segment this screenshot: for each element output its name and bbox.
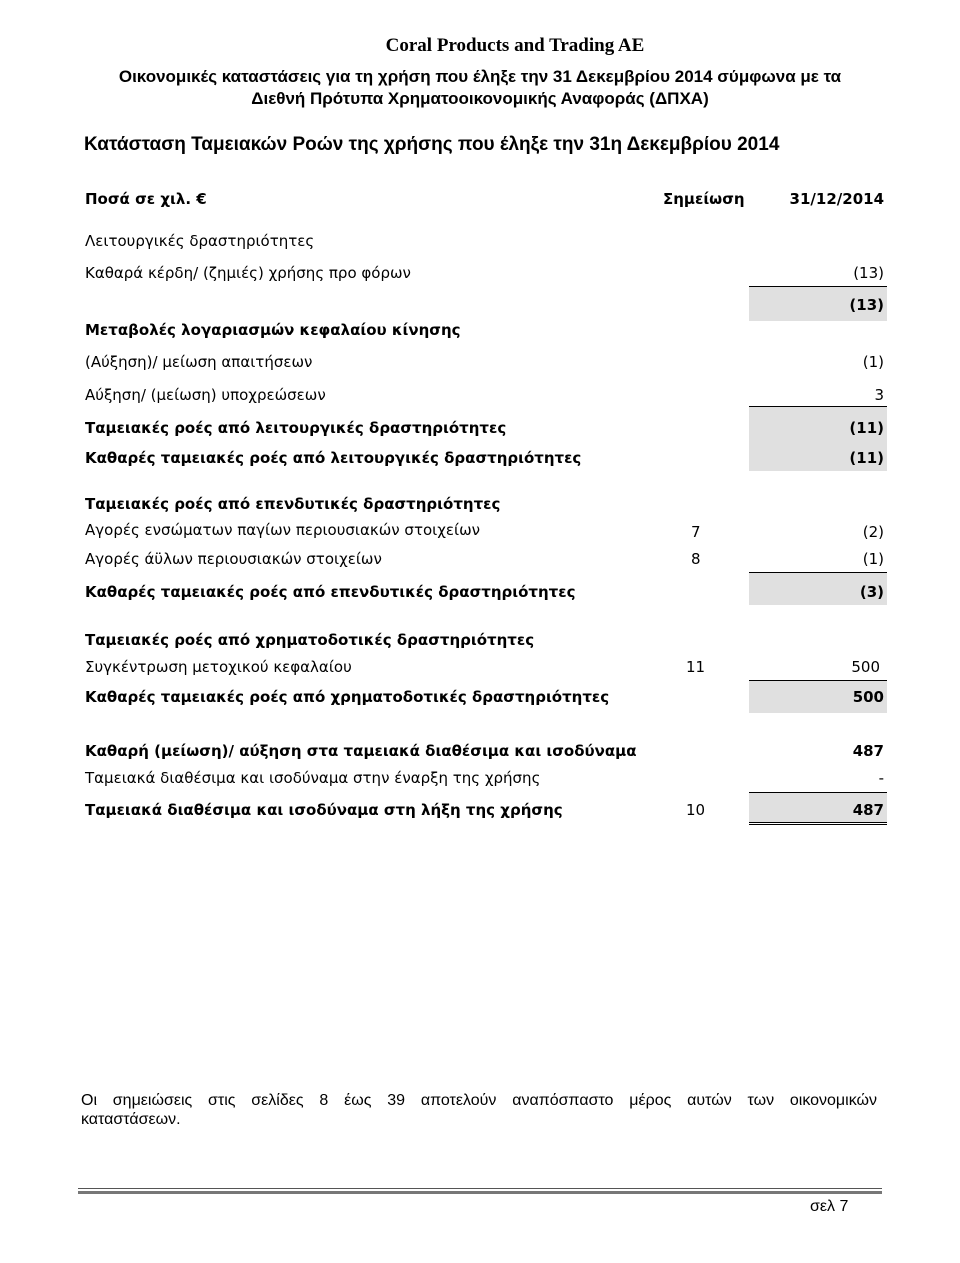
investing-net-value: (3) — [859, 583, 884, 601]
page-number: σελ 7 — [810, 1198, 849, 1215]
subtitle-line-2: Διεθνή Πρότυπα Χρηματοοικονομικής Αναφοράς (ΔΠΧΑ) — [251, 89, 709, 108]
closing-double-underline — [749, 822, 887, 825]
operating-cash-label: Ταμειακές ροές από λειτουργικές δραστηριότητες — [85, 419, 507, 437]
intangible-purchases-note: 8 — [691, 550, 701, 568]
operating-net-value: (11) — [849, 449, 884, 467]
note-column-header: Σημείωση — [663, 190, 745, 208]
amounts-unit-header: Ποσά σε χιλ. € — [85, 190, 207, 208]
subtitle-line-1: Οικονομικές καταστάσεις για τη χρήση που έληξε την 31 Δεκεμβρίου 2014 σύμφωνα με τα — [118, 67, 842, 86]
footer-rule-thin — [78, 1188, 882, 1189]
share-capital-label: Συγκέντρωση μετοχικού κεφαλαίου — [85, 658, 352, 676]
financing-net-value: 500 — [852, 688, 884, 706]
notes-statement-line-2: καταστάσεων. — [81, 1111, 181, 1128]
net-change-label: Καθαρή (μείωση)/ αύξηση στα ταμειακά διαθέσιμα και ισοδύναμα — [85, 742, 637, 760]
period-column-header: 31/12/2014 — [789, 190, 884, 208]
statement-title: Κατάσταση Ταμειακών Ροών της χρήσης που έληξε την 31η Δεκεμβρίου 2014 — [84, 134, 780, 155]
company-name: Coral Products and Trading AE — [385, 35, 645, 56]
payables-label: Αύξηση/ (μείωση) υποχρεώσεων — [85, 386, 326, 404]
profit-before-tax-label: Καθαρά κέρδη/ (ζημιές) χρήσης προ φόρων — [85, 264, 411, 282]
footer-rule-thick — [78, 1191, 882, 1194]
investing-net-label: Καθαρές ταμειακές ροές από επενδυτικές δραστηριότητες — [85, 583, 576, 601]
investing-section-title: Ταμειακές ροές από επενδυτικές δραστηριότητες — [85, 495, 501, 513]
profit-before-tax-value: (13) — [853, 264, 884, 282]
notes-statement-line-1: Οι σημειώσεις στις σελίδες 8 έως 39 αποτελούν αναπόσπαστο μέρος αυτών των οικονομικών — [81, 1092, 877, 1109]
share-capital-value: 500 — [851, 658, 880, 676]
financing-section-title: Ταμειακές ροές από χρηματοδοτικές δραστηριότητες — [85, 631, 535, 649]
opening-cash-label: Ταμειακά διαθέσιμα και ισοδύναμα στην έναρξη της χρήσης — [85, 769, 541, 787]
working-capital-title: Μεταβολές λογαριασμών κεφαλαίου κίνησης — [85, 321, 461, 339]
closing-cash-value: 487 — [852, 801, 884, 819]
receivables-value: (1) — [862, 353, 884, 371]
operating-subtotal-value: (13) — [849, 296, 884, 314]
financing-net-label: Καθαρές ταμειακές ροές από χρηματοδοτικές δραστηριότητες — [85, 688, 610, 706]
tangible-purchases-value: (2) — [862, 523, 884, 541]
net-change-value: 487 — [852, 742, 884, 760]
closing-cash-label: Ταμειακά διαθέσιμα και ισοδύναμα στη λήξη της χρήσης — [85, 801, 563, 819]
intangible-purchases-label: Αγορές άϋλων περιουσιακών στοιχείων — [85, 550, 382, 568]
tangible-purchases-note: 7 — [691, 523, 701, 541]
operating-cash-value: (11) — [849, 419, 884, 437]
closing-cash-note: 10 — [686, 801, 706, 819]
operating-section-title: Λειτουργικές δραστηριότητες — [85, 232, 315, 250]
operating-net-label: Καθαρές ταμειακές ροές από λειτουργικές δραστηριότητες — [85, 449, 582, 467]
payables-value: 3 — [874, 386, 884, 404]
share-capital-note: 11 — [686, 658, 706, 676]
tangible-purchases-label: Αγορές ενσώματων παγίων περιουσιακών στοιχείων — [85, 521, 481, 539]
intangible-purchases-value: (1) — [862, 550, 884, 568]
opening-cash-value: - — [878, 769, 884, 787]
receivables-label: (Αύξηση)/ μείωση απαιτήσεων — [85, 353, 313, 371]
